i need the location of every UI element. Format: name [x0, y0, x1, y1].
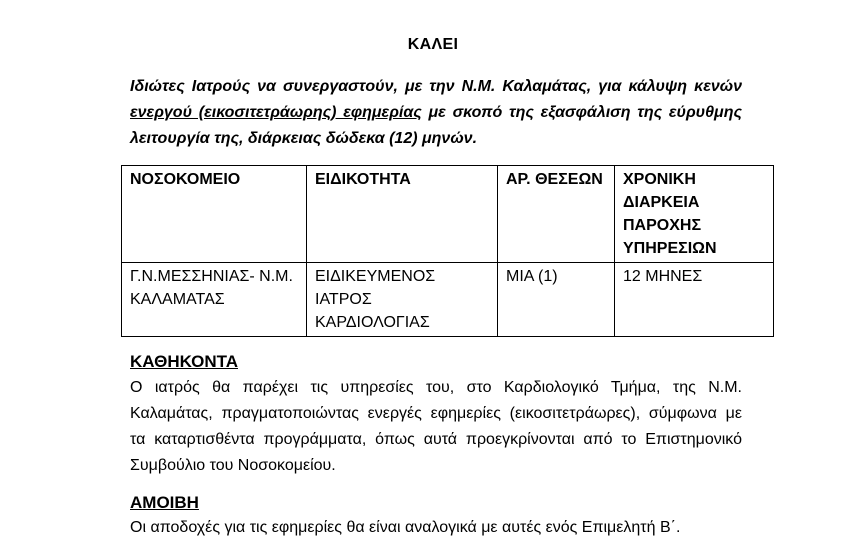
cell-duration: 12 ΜΗΝΕΣ — [615, 263, 774, 337]
pay-paragraph — [130, 515, 742, 541]
intro-line-1: Ιδιώτες Ιατρούς να συνεργαστούν, με την Ν.Μ. Καλαμάτας, για κάλυψη κενών — [130, 78, 742, 95]
cell-positions: ΜΙΑ (1) — [498, 263, 615, 337]
duties-line-1: Ο ιατρός θα παρέχει τις υπηρεσίες του, στο Καρδιολογικό Τμήμα, της Ν.Μ. — [130, 379, 742, 396]
header-hospital: ΝΟΣΟΚΟΜΕΙΟ — [122, 166, 307, 263]
header-specialty: ΕΙΔΙΚΟΤΗΤΑ — [307, 166, 498, 263]
duties-paragraph — [130, 375, 742, 479]
pay-line-1: Οι αποδοχές για τις εφημερίες θα είναι αναλογικά με αυτές ενός Επιμελητή Β΄. — [130, 519, 681, 536]
intro-line-2 — [130, 100, 742, 126]
pay-heading: ΑΜΟΙΒΗ — [130, 493, 199, 512]
duties-line-3: τα καταρτισθέντα προγράμματα, όπως αυτά προεγκρίνονται από το Επιστημονικό — [130, 431, 742, 448]
header-duration: ΧΡΟΝΙΚΗ ΔΙΑΡΚΕΙΑ ΠΑΡΟΧΗΣ ΥΠΗΡΕΣΙΩΝ — [615, 166, 774, 263]
table-row — [122, 263, 774, 337]
header-positions: ΑΡ. ΘΕΣΕΩΝ — [498, 166, 615, 263]
document-title: ΚΑΛΕΙ — [407, 36, 459, 53]
intro-paragraph — [130, 74, 742, 152]
duties-heading: ΚΑΘΗΚΟΝΤΑ — [130, 352, 238, 371]
cell-hospital: Γ.Ν.ΜΕΣΣΗΝΙΑΣ- Ν.Μ. ΚΑΛΑΜΑΤΑΣ — [122, 263, 307, 337]
positions-table — [121, 165, 774, 337]
intro-line-3: λειτουργία της, διάρκειας δώδεκα (12) μηνών. — [130, 130, 478, 147]
duties-line-2: Καλαμάτας, πραγματοποιώντας ενεργές εφημερίες (εικοσιτετράωρες), σύμφωνα με — [130, 405, 742, 422]
intro-underlined-phrase: ενεργού (εικοσιτετράωρης) εφημερίας — [130, 104, 422, 121]
cell-specialty: ΕΙΔΙΚΕΥΜΕΝΟΣ ΙΑΤΡΟΣ ΚΑΡΔΙΟΛΟΓΙΑΣ — [307, 263, 498, 337]
table-header-row — [122, 166, 774, 263]
duties-line-4: Συμβούλιο του Νοσοκομείου. — [130, 457, 336, 474]
intro-line-2-rest: με σκοπό της εξασφάλιση της εύρυθμης — [421, 104, 742, 121]
